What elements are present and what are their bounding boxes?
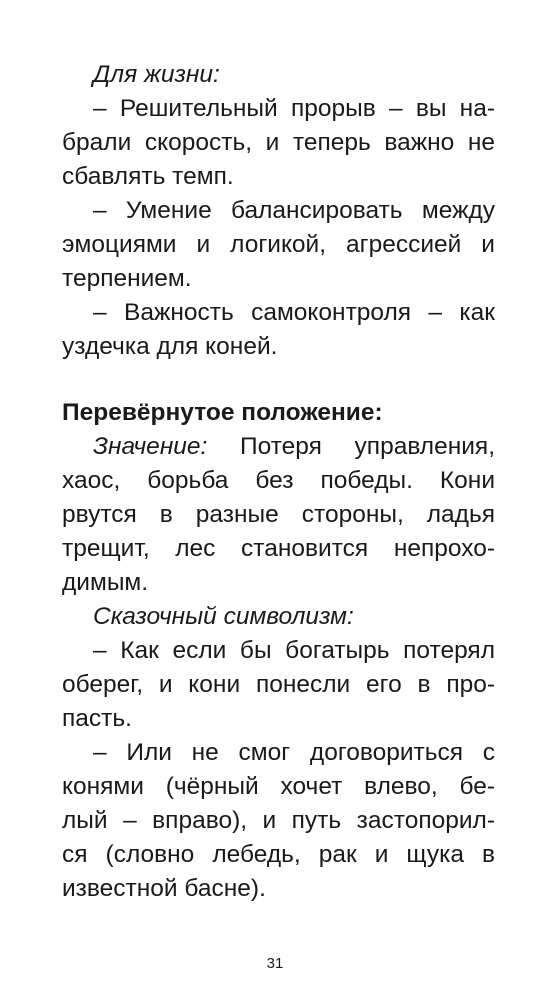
paragraph-line: трещит, лес становится непрохо- [62,535,495,562]
paragraph-line: известной басне). [62,875,266,902]
paragraph-line: димым. [62,569,149,596]
meaning-text: Потеря управления, [207,433,495,460]
paragraph-line: ся (словно лебедь, рак и щука в [62,841,495,868]
paragraph-line: брали скорость, и теперь важно не [62,129,495,156]
paragraph-line: – Или не смог договориться с [93,739,495,766]
paragraph-line: конями (чёрный хочет влево, бе- [62,773,495,800]
meaning-label: Значение: [93,433,208,460]
section-spacer [62,364,495,396]
paragraph-line: эмоциями и логикой, агрессией и [62,231,495,258]
paragraph-line: сбавлять темп. [62,163,234,190]
page-number: 31 [266,955,284,972]
symbolism-label: Сказочный символизм: [93,603,354,630]
meaning-line [62,430,495,464]
paragraph-line: – Решительный прорыв – вы на- [93,95,495,122]
section-heading-life: Для жизни: [93,61,220,88]
paragraph-line: пасть. [62,705,132,732]
section-heading-reversed: Перевёрнутое положение: [62,399,383,426]
paragraph-line: – Как если бы богатырь потерял [93,637,495,664]
paragraph-line: – Умение балансировать между [93,197,495,224]
paragraph-line: хаос, борьба без победы. Кони [62,467,495,494]
paragraph-line: оберег, и кони понесли его в про- [62,671,495,698]
page-body [62,58,495,906]
paragraph-line: рвутся в разные стороны, ладья [62,501,495,528]
paragraph-line: лый – вправо), и путь застопорил- [62,807,495,834]
paragraph-line: уздечка для коней. [62,333,278,360]
paragraph-line: терпением. [62,265,192,292]
paragraph-line: – Важность самоконтроля – как [93,299,495,326]
